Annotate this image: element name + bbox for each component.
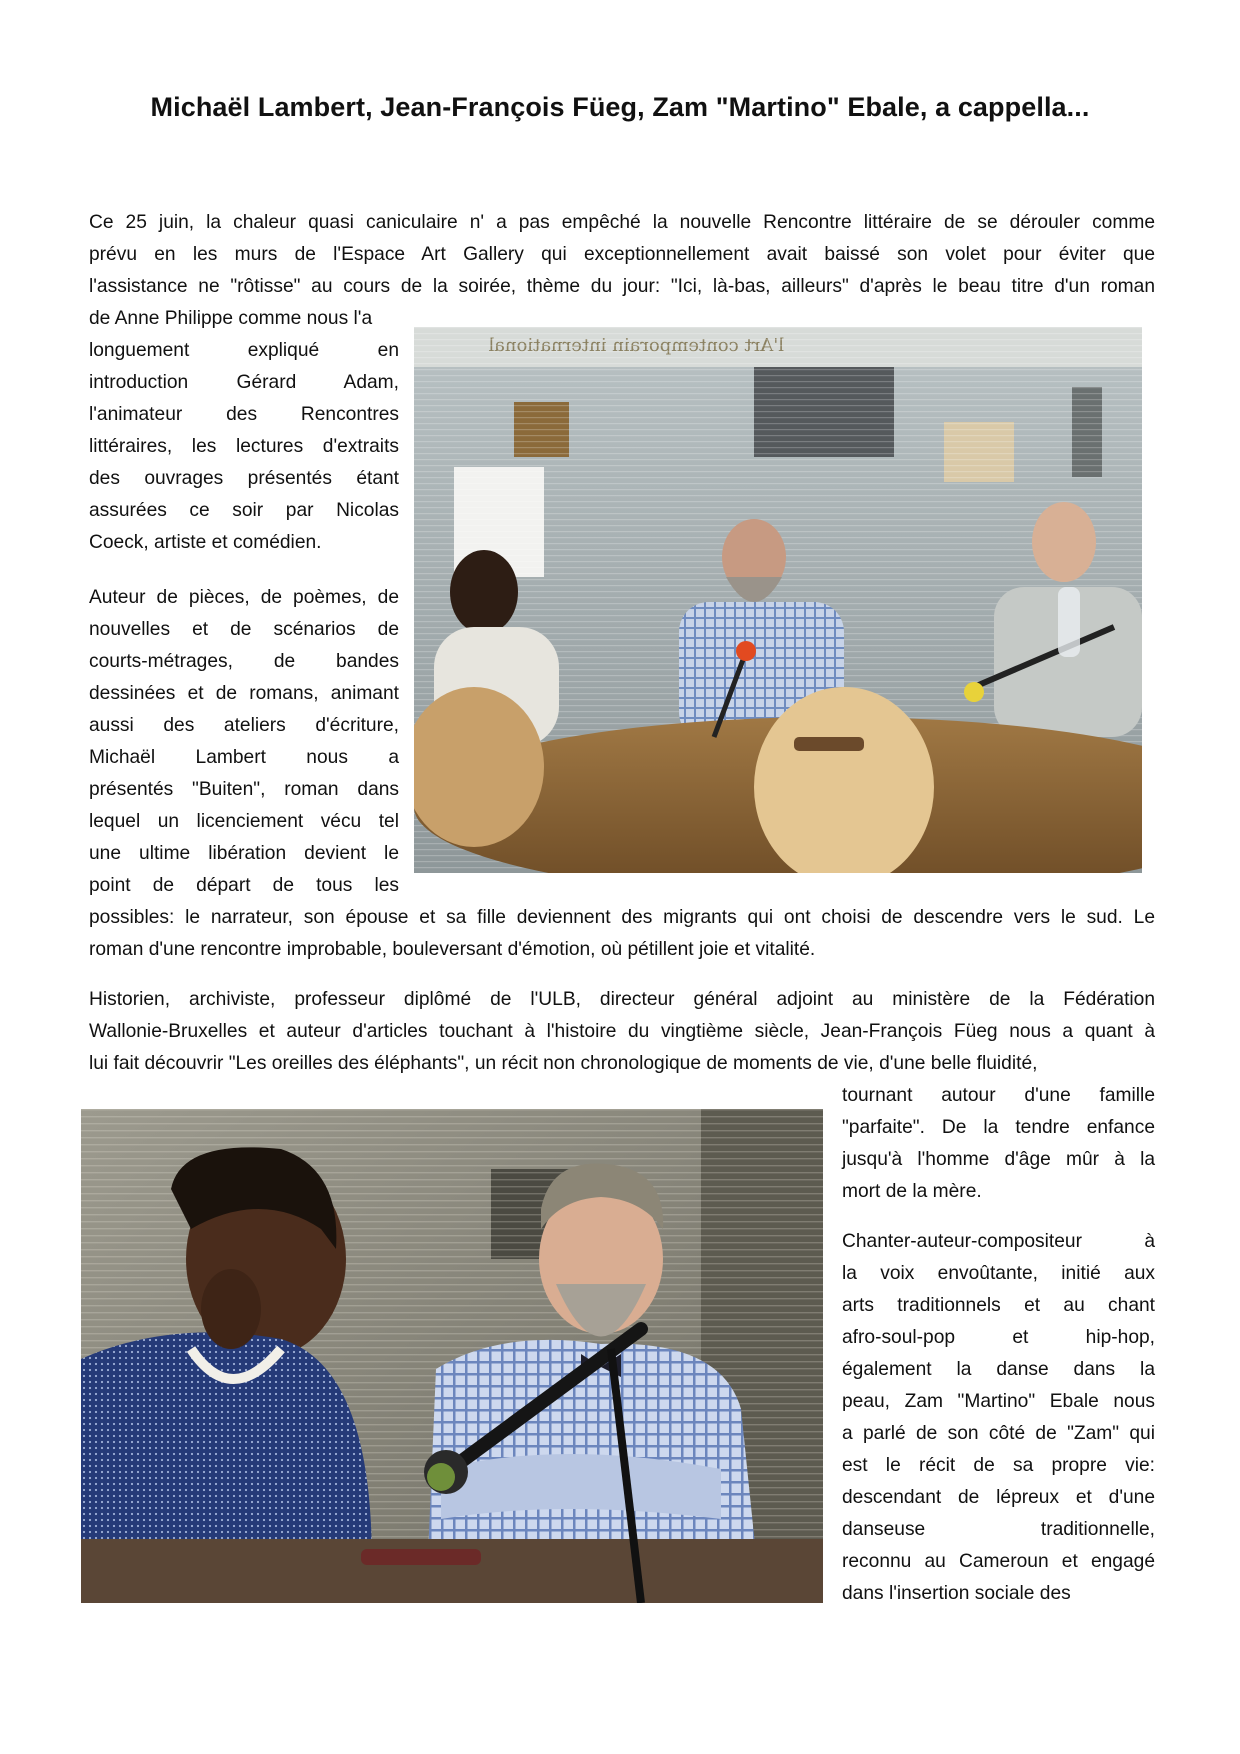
text-line: dessinées et de romans, animant — [89, 683, 399, 704]
text-line: Historien, archiviste, professeur diplômé de l'ULB, directeur général adjoint au ministère de la Fédération — [89, 989, 1155, 1010]
authors-photo-image — [81, 1109, 823, 1603]
text-line: reconnu au Cameroun et engagé — [842, 1551, 1155, 1572]
text-line: peau, Zam "Martino" Ebale nous — [842, 1391, 1155, 1412]
paragraph-2 — [89, 582, 399, 902]
text-line: lequel un licenciement vécu tel — [89, 811, 399, 832]
text-line: dans l'insertion sociale des — [842, 1583, 1071, 1604]
text-line: Michaël Lambert nous a — [89, 747, 399, 768]
text-line: courts-métrages, de bandes — [89, 651, 399, 672]
paragraph-1-narrow — [89, 303, 399, 559]
text-line: assurées ce soir par Nicolas — [89, 500, 399, 521]
text-line: "parfaite". De la tendre enfance — [842, 1117, 1155, 1138]
panel-photo — [414, 327, 1142, 873]
text-line: possibles: le narrateur, son épouse et sa fille deviennent des migrants qui ont choisi de descendre vers le sud. Le — [89, 907, 1155, 928]
text-line: aussi des ateliers d'écriture, — [89, 715, 399, 736]
text-line: de Anne Philippe comme nous l'a — [89, 308, 373, 329]
text-line: jusqu'à l'homme d'âge mûr à la — [842, 1149, 1155, 1170]
text-line: Auteur de pièces, de poèmes, de — [89, 587, 399, 608]
text-line: danseuse traditionnelle, — [842, 1519, 1155, 1540]
text-line: point de départ de tous les — [89, 875, 399, 896]
text-line: lui fait découvrir "Les oreilles des éléphants", un récit non chronologique de moments de vie, d'une belle fluidité, — [89, 1053, 1038, 1074]
text-line: descendant de lépreux et d'une — [842, 1487, 1155, 1508]
text-line: littéraires, les lectures d'extraits — [89, 436, 399, 457]
text-line: Wallonie-Bruxelles et auteur d'articles touchant à l'histoire du vingtième siècle, Jean-François Füeg nous a quant à — [89, 1021, 1155, 1042]
text-line: l'animateur des Rencontres — [89, 404, 399, 425]
text-line: tournant autour d'une famille — [842, 1085, 1155, 1106]
text-line: mort de la mère. — [842, 1181, 982, 1202]
text-line: également la danse dans la — [842, 1359, 1155, 1380]
panel-photo-image — [414, 327, 1142, 873]
paragraph-3 — [89, 984, 1155, 1080]
paragraph-1 — [89, 207, 1155, 303]
text-line: la voix envoûtante, initié aux — [842, 1263, 1155, 1284]
text-line: arts traditionnels et au chant — [842, 1295, 1155, 1316]
text-line: Chanter-auteur-compositeur à — [842, 1231, 1155, 1252]
text-line: prévu en les murs de l'Espace Art Gallery qui exceptionnellement avait baissé son volet pour éviter que — [89, 244, 1155, 265]
text-line: l'assistance ne "rôtisse" au cours de la soirée, thème du jour: "Ici, là-bas, ailleurs" d'après le beau titre d'un roman — [89, 276, 1155, 297]
text-line: une ultime libération devient le — [89, 843, 399, 864]
text-line: est le récit de sa propre vie: — [842, 1455, 1155, 1476]
authors-photo — [81, 1109, 823, 1603]
paragraph-4 — [842, 1226, 1155, 1610]
text-line: nouvelles et de scénarios de — [89, 619, 399, 640]
text-line: présentés "Buiten", roman dans — [89, 779, 399, 800]
article-title: Michaël Lambert, Jean-François Füeg, Zam "Martino" Ebale, a cappella... — [150, 92, 1090, 122]
text-line: roman d'une rencontre improbable, bouleversant d'émotion, où pétillent joie et vitalité. — [89, 939, 816, 960]
text-line: a parlé de son côté de "Zam" qui — [842, 1423, 1155, 1444]
text-line: des ouvrages présentés étant — [89, 468, 399, 489]
paragraph-2-wide — [89, 902, 1155, 966]
paragraph-3-narrow — [842, 1080, 1155, 1208]
text-line: longuement expliqué en — [89, 340, 399, 361]
text-line: Ce 25 juin, la chaleur quasi caniculaire n' a pas empêché la nouvelle Rencontre littéraire de se dérouler comme — [89, 212, 1155, 233]
text-line: Coeck, artiste et comédien. — [89, 532, 322, 553]
text-line: introduction Gérard Adam, — [89, 372, 399, 393]
text-line: afro-soul-pop et hip-hop, — [842, 1327, 1155, 1348]
